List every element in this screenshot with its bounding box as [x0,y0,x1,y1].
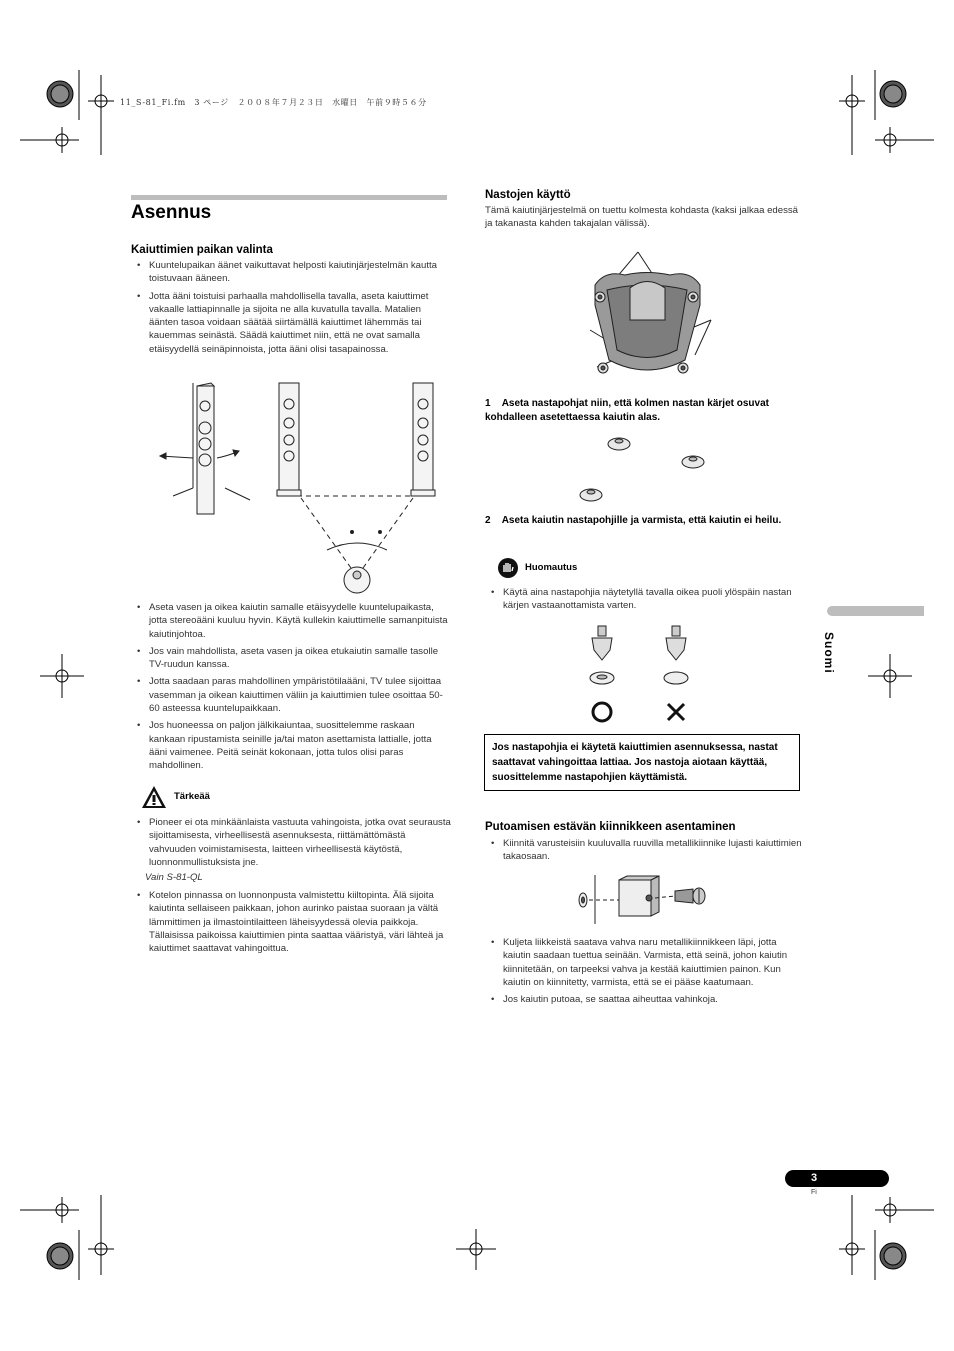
spikes-intro: Tämä kaiutinjärjestelmä on tuettu kolmesta kohdasta (kaksi jalkaa edessä ja takanasta kahden takajalan välissä). [485,205,799,230]
spike-pad-positions-diagram [575,430,715,505]
step-number: 1 [485,398,491,409]
step-text: Aseta nastapohjat niin, että kolmen nastan kärjet osuvat kohdalleen asetettaessa kaiutin alas. [485,398,769,423]
language-tab-label: Suomi [822,632,836,674]
note-list [485,586,805,617]
list-item: • Käytä aina nastapohjia näytetyllä tavalla oikea puoli ylöspäin nastan kärjen vastaanottamista varten. [485,586,805,613]
incorrect-mark-icon [668,704,684,720]
speaker-base-diagram [585,250,715,380]
list-item: • Jos vain mahdollista, aseta vasen ja oikea etukaiutin samalle tasolle TV-ruudun kanssa. [131,645,451,672]
speaker-placement-diagram [155,378,445,598]
spike-pad-warning-box: Jos nastapohjia ei käytetä kaiuttimien asennuksessa, nastat saattavat vahingoittaa lattiaa. Jos nastoja aiotaan käyttää, suosittelemme nastapohjien käyttämistä. [484,734,800,791]
important-warning-icon [141,785,167,809]
spike-orientation-diagram [580,622,710,727]
list-item: • Jotta saadaan paras mahdollinen ympäristötilaääni, TV tulee sijoittaa vasemman ja oikean kaiuttimen väliin ja kaiuttimien tulee osoittaa 50-60 asteessa kuuntelupaikkaan. [131,675,451,715]
note-hand-icon [497,557,519,579]
list-item: • Kuuntelupaikan äänet vaikuttavat helposti kaiutinjärjestelmän kautta toistuvaan ääneen. [131,259,451,286]
step-number: 2 [485,515,491,526]
page-number-badge [785,1170,889,1187]
step-1 [485,397,805,424]
important-label: Tärkeää [174,791,210,802]
section-heading-placement: Kaiuttimien paikan valinta [131,244,273,256]
page-number: 3 [811,1172,818,1184]
important-list [131,816,451,873]
list-item: • Pioneer ei ota minkäänlaista vastuuta vahingoista, jotka ovat seurausta sijoittamisesta, virheellisestä asennuksesta, riittämättömästä vahvuuden voimistamisesta, laitteen virheellisestä käytöstä, luonnonmullistuksista jne. [131,816,451,869]
anti-fall-list-b [485,936,805,1010]
placement-list-b [131,601,451,777]
list-item: • Jos kaiutin putoaa, se saattaa aiheuttaa vahinkoja. [485,993,805,1006]
section-heading-anti-fall: Putoamisen estävän kiinnikkeen asentaminen [485,821,736,833]
list-item: • Aseta vasen ja oikea kaiutin samalle etäisyydelle kuuntelupaikasta, jotta stereoääni kuuluu hyvin. Käytä kullekin kaiuttimelle samanpituista kaiutinjohtoa. [131,601,451,641]
print-header-line: 11_S-81_Fi.fm 3 ページ ２００８年７月２３日 水曜日 午前９時５６分 [120,98,427,107]
language-code: Fi [811,1189,817,1196]
step-2 [485,514,805,528]
anti-fall-list-a [485,837,805,868]
section-heading-spikes: Nastojen käyttö [485,189,571,201]
language-tab-bar [827,606,924,616]
page-title: Asennus [131,202,212,223]
anti-fall-bracket-diagram [575,872,715,927]
model-note: Vain S-81-QL [145,872,203,883]
section-rule [131,195,447,200]
step-text: Aseta kaiutin nastapohjille ja varmista, että kaiutin ei heilu. [501,515,782,526]
note-label: Huomautus [525,562,578,573]
placement-list-a [131,259,451,360]
list-item: • Kiinnitä varusteisiin kuuluvalla ruuvilla metallikiinnike lujasti kaiuttimien takaosaan. [485,837,805,864]
list-item: • Kuljeta liikkeistä saatava vahva naru metallikiinnikkeen läpi, jotta kaiutin saadaan tuettua seinään. Varmista, että seinä, johon kaiutin kiinnitetään, on tarpeeksi vahva ja kestää kaiuttimien painon. Kun kaiutin on kiinnitetty, varmista, että se ei pääse kaatumaan. [485,936,805,989]
list-item: • Jos huoneessa on paljon jälkikaiuntaa, suosittelemme raskaan kankaan ripustamista seinille ja/tai maton asettamista lattialle, jotta ääni vaimenee. Peitä seinät kokonaan, jotta tulos olisi paras mahdollinen. [131,719,451,772]
list-item: • Jotta ääni toistuisi parhaalla mahdollisella tavalla, aseta kaiuttimet vakaalle lattiapinnalle ja sijoita ne alla kuvatulla tavalla. Matalien äänten tasoa voidaan säätää siirtämällä kaiuttimet lähemmäs tai kauemmas seinästä. Säädä kaiuttimet niin, että ne ovat samalla etäisyydellä seinäpinnoista, jotta ääni olisi tasapainossa. [131,290,451,356]
correct-mark-icon [593,703,611,721]
list-item: • Kotelon pinnassa on luonnonpusta valmistettu kiiltopinta. Älä sijoita kaiutinta sellaiseen paikkaan, johon aurinko paistaa suoraan ja vältä lämmittimen ja ilmastointilaitteen läheisyydessä olevia paikkoja. Tällaisissa paikoissa kaiuttimien pinta saattaa vääristyä, väri lähteä ja kaiuttimet saattavat vahingoittua. [131,889,451,955]
model-list [131,889,451,959]
